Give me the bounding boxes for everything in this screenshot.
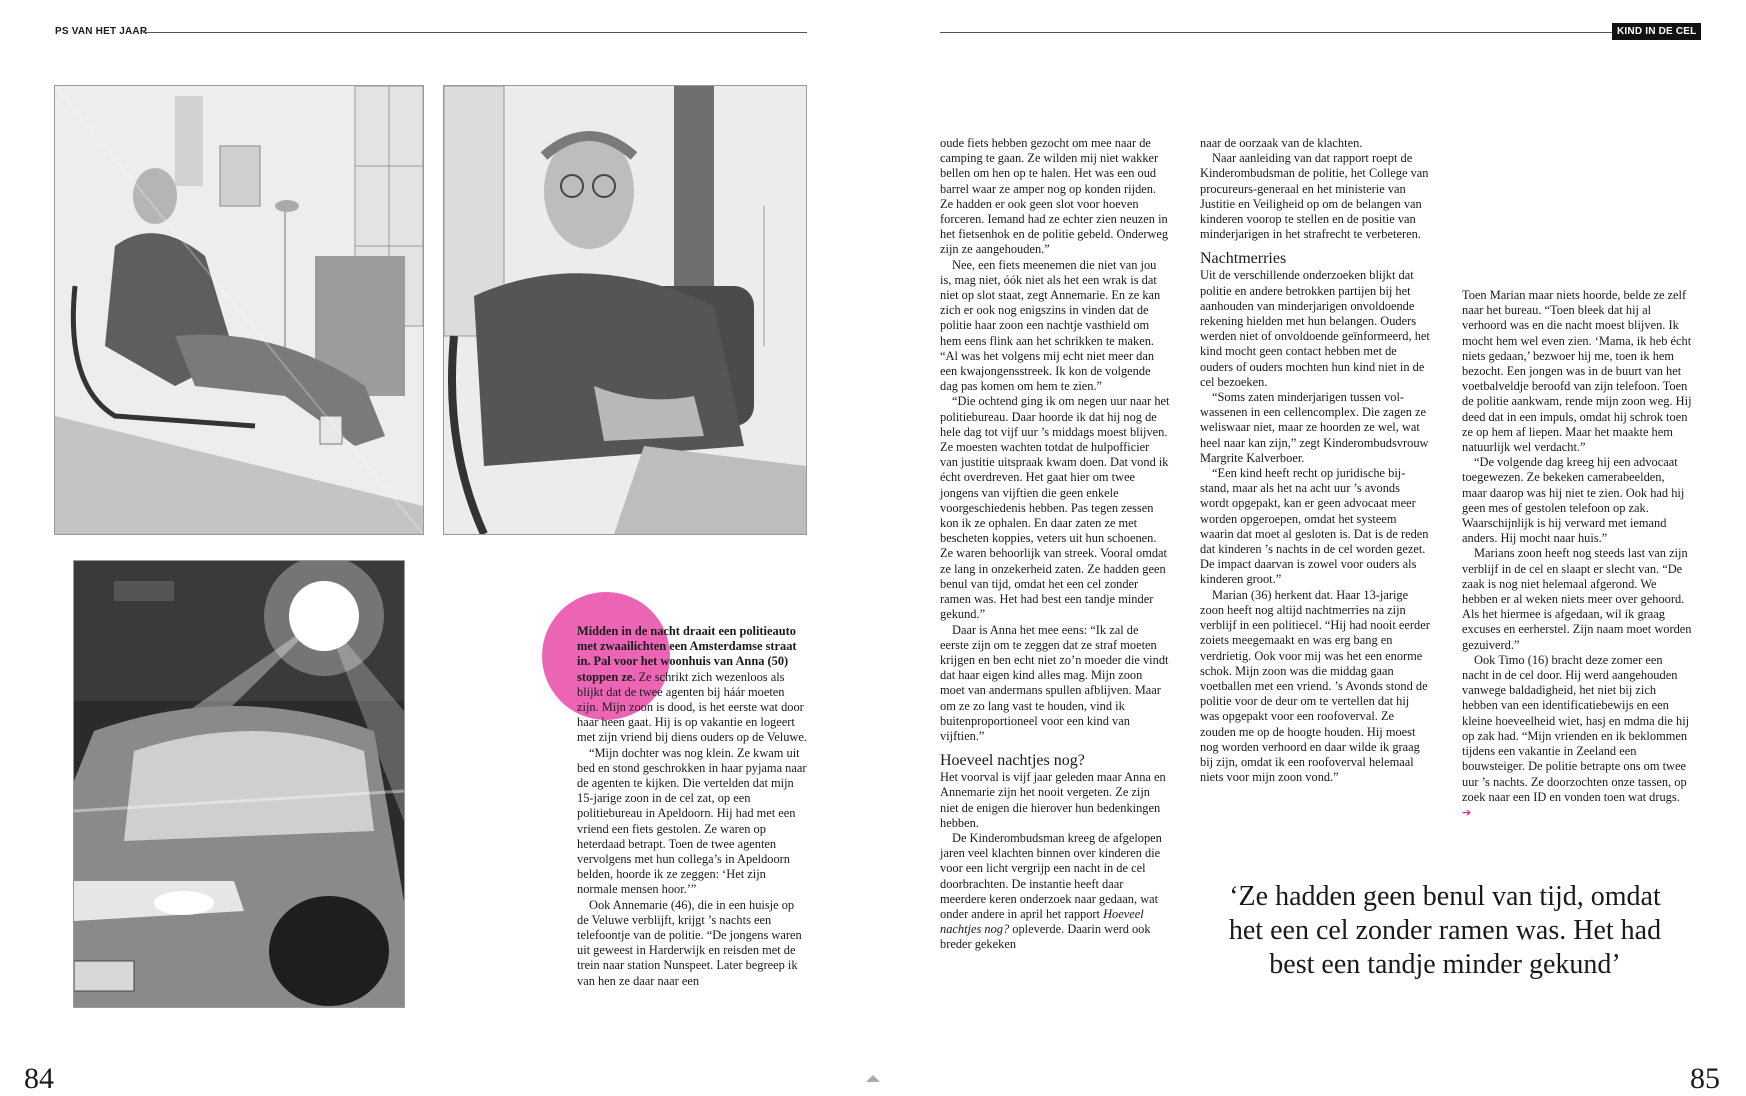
paragraph: “Die ochtend ging ik om negen uur naar het politiebureau. Daar hoorde ik dat hij nog de hele dag tot vijf uur ’s middags moest blijven. Ze moesten wachten totdat de hulpofficier van justitie uitspraak kwam doen. Dat vond ik écht overdreven. Het gaat hier om twee jongens van vijftien die geen enkele voorgeschiedenis hebben. Pas tegen zessen kon ik ze ophalen. En daar zaten ze met bescheten koppies, veters uit hun schoenen. Ze waren behoorlijk van streek. Vooral omdat ze lang in onzekerheid zaten. Ze hadden geen benul van tijd, omdat het een cel zonder ramen was. Het had best een tandje minder gekund.” xyxy=(940,394,1170,622)
report-title: Hoeveel nachtjes nog? xyxy=(940,906,1144,937)
paragraph: Uit de verschillende onderzoeken blijkt dat politie en andere betrokken partijen bij het aanhouden van minderjarigen onvoldoende rekening hielden met hun belangen. Ouders werden niet of onvoldoende geïnformeerd, het kind mocht geen contact hebben met de ouders of ouders mochten hun kind niet in de cel bezoeken. xyxy=(1200,268,1430,389)
paragraph: Marians zoon heeft nog steeds last van zijn verblijf in de cel en slaapt er slecht van. “De zaak is nog niet helemaal afgerond. We hebben er al weken niets meer over gehoord. Als het hiermee is afgedaan, wil ik graag excuses en eerherstel. Zijn naam moet worden gezuiverd.” xyxy=(1462,546,1692,652)
article-lead: Midden in de nacht draait een politieauto met zwaailichten een Amsterdamse straat in. Pal voor het woonhuis van Anna (50) stoppen ze. xyxy=(577,624,797,684)
header-rule-left xyxy=(143,32,807,33)
article-column-4 xyxy=(1462,288,1692,820)
paragraph: Marian (36) herkent dat. Haar 13-jarige zoon heeft nog altijd nachtmerries na zijn verblijf in een politiecel. “Hij had nooit eerder zoiets meegemaakt en was erg bang en verdrietig. Ook voor mij was het een enorme schok. Mijn zoon was die middag gaan voetballen met een vriend. ’s Avonds stond de politie voor de deur om te vertellen dat hij was opgepakt voor een roofoverval. Ze zouden me op de hoogte houden. Hij moest nog worden verhoord en daar wilde ik graag bij zijn, omdat ik een roofoverval helemaal niets voor mijn zoon vond.” xyxy=(1200,587,1430,785)
article-column-1 xyxy=(577,624,807,989)
paragraph: Toen Marian maar niets hoorde, belde ze zelf naar het bureau. “Toen bleek dat hij al verhoord was en die nacht moest blijven. Ik mocht hem wel even zien. ‘Mama, ik heb écht niets gedaan,’ bezwoer hij me, toen ik hem bezocht. Een jongen was in de buurt van het voetbalveldje beroofd van zijn telefoon. Toen de politie aankwam, rende mijn zoon weg. Hij deed dat in een impuls, omdat hij schrok toen ze op hem af liepen. Maar het maakte hem natuurlijk wel verdacht.” xyxy=(1462,288,1692,455)
paragraph: “Mijn dochter was nog klein. Ze kwam uit bed en stond geschrokken in haar pyjama naar de agenten te kijken. Die vertelden dat mijn 15-jarige zoon in de cel zat, op een politiebureau in Apeldoorn. Hij had met een vriend een fiets gestolen. Ze waren op heterdaad betrapt. Toen de twee agenten vervolgens met hun collega’s in Apeldoorn belden, hoorde ik ze zeggen: ‘Het zijn normale mensen hoor.’” xyxy=(577,745,807,897)
paragraph: naar de oorzaak van de klachten. xyxy=(1200,136,1363,150)
subheading: Nachtmerries xyxy=(1200,250,1287,268)
paragraph: “Soms zaten minderjarigen tussen volwassenen in een cellencomplex. Die zagen ze weliswaar niet, maar ze hoorden ze wel, wat heel naar kan zijn,” zegt Kinderombudsvrouw Margrite Kalverboer. xyxy=(1200,390,1429,465)
continue-arrow-icon: ➔ xyxy=(1462,805,1472,819)
page-number-right: 85 xyxy=(1690,1062,1720,1095)
paragraph: “De volgende dag kreeg hij een advocaat toegewezen. Ze bekeken camerabeelden, maar daarop was hij niet te zien. Ook had hij geen mes of gestolen telefoon op zak. Waarschijnlijk is hij verward met iemand anders. Hij mocht naar huis.” xyxy=(1462,455,1685,546)
paragraph-text: Ook Timo (16) bracht deze zomer een nacht in de cel door. Hij werd aangehouden vanwege baldadigheid, het niet bij zich hebben van een identificatiebewijs en een kleine hoeveelheid wiet, hasj en mdma die hij op zak had. “Mijn vrienden en ik beklommen tijdens een vakantie in Zeeland een bouwsteiger. De politie betrapte ons om twee uur ’s nachts. Ze doorzochten onze tassen, op zoek naar een ID en vonden toen wat drugs. xyxy=(1462,652,1690,804)
pencil-drawing-icon xyxy=(444,86,806,534)
pencil-drawing-icon xyxy=(74,561,404,1007)
paragraph-text: opleverde. Daarin werd ook breder gekeken xyxy=(940,922,1151,952)
running-header-left: PS VAN HET JAAR xyxy=(55,26,148,37)
paragraph: Ook Annemarie (46), die in een huisje op de Veluwe verblijft, krijgt ’s nachts een telefoontje van de politie. “De jongens waren uit geweest in Harderwijk en reisden met de trein naar station Nunspeet. Later begreep ik van hen ze daar naar een xyxy=(577,897,802,988)
pull-quote: ‘Ze hadden geen benul van tijd, omdat het een cel zonder ramen was. Het had best een tandje minder gekund’ xyxy=(1228,881,1662,980)
paragraph: “Een kind heeft recht op juridische bijstand, maar als het na acht uur ’s avonds wordt opgepakt, kan er geen advocaat meer worden opgeroepen, omdat het systeem waarin dat moet al gesloten is. Dat is de reden dat kinderen ’s nachts in de cel worden gezet. De impact daarvan is zowel voor ouders als kinderen groot.” xyxy=(1200,466,1429,587)
page-number-left: 84 xyxy=(24,1062,54,1095)
gutter-marker-icon xyxy=(866,1075,880,1082)
article-column-2 xyxy=(940,136,1170,953)
paragraph-text: De Kinderombudsman kreeg de afgelopen jaren veel klachten binnen over kinderen die voor een licht vergrijp een nacht in de cel doorbrachten. De instantie heeft daar meerdere keren onderzoek naar gedaan, wat onder andere in april het rapport xyxy=(940,830,1162,921)
paragraph xyxy=(940,831,1170,953)
paragraph: Nee, een fiets meenemen die niet van jou is, mag niet, óók niet als het een wrak is dat niet op slot staat, zegt Annemarie. En ze kan zich er ook nog enigszins in vinden dat de politie haar zoon een nachtje vasthield om hem eens flink aan het schrikken te maken. “Al was het volgens mij echt niet meer dan een kwajongensstreek. Ik kon de volgende dag pas komen om hem te zien.” xyxy=(940,257,1161,394)
paragraph: Naar aanleiding van dat rapport roept de Kinderombudsman de politie, het College van procureurs-generaal en het ministerie van Justitie en Veiligheid op om de belangen van kinderen voorop te stellen en de positie van minderjarigen in het strafrecht te verbeteren. xyxy=(1200,151,1429,242)
paragraph: Daar is Anna het mee eens: “Ik zal de eerste zijn om te zeggen dat ze straf moeten krijgen en ben echt niet zo’n moeder die vindt dat haar eigen kind alles mag. Mijn zoon moet van andermans spullen afblijven. Maar om ze zo lang vast te houden, vind ik buitenproportioneel voor een kind van vijftien.” xyxy=(940,622,1169,743)
illustration-man-in-chair xyxy=(54,85,424,535)
header-rule-right xyxy=(940,32,1612,33)
illustration-police-car xyxy=(73,560,405,1008)
section-badge: KIND IN DE CEL xyxy=(1612,23,1701,40)
illustration-man-portrait xyxy=(443,85,807,535)
subheading: Hoeveel nachtjes nog? xyxy=(940,752,1085,770)
paragraph: oude fiets hebben gezocht om mee naar de camping te gaan. Ze wilden mij niet wakker bellen om hen op te halen. Het was een oud barrel waar ze amper nog op konden rijden. Ze hadden er ook geen slot voor hoeven forceren. Iemand had ze echter zien neuzen in het fietsenhok en de politie gebeld. Onderweg zijn ze aangehouden.” xyxy=(940,136,1169,257)
article-column-3 xyxy=(1200,136,1430,785)
article-intro: Ze schrikt zich wezenloos als blijkt dat de twee agenten bij háár moeten zijn. Mijn zoon is dood, is het eerste wat door haar heen gaat. Hij is op vakantie en logeert met zijn vriend bij diens ouders op de Veluwe. xyxy=(577,669,807,745)
paragraph xyxy=(1462,653,1692,820)
pencil-drawing-icon xyxy=(55,86,423,534)
paragraph: Het voorval is vijf jaar geleden maar Anna en Annemarie zijn het nooit vergeten. Ze zijn niet de enigen die hierover hun bedenkingen hebben. xyxy=(940,770,1166,830)
